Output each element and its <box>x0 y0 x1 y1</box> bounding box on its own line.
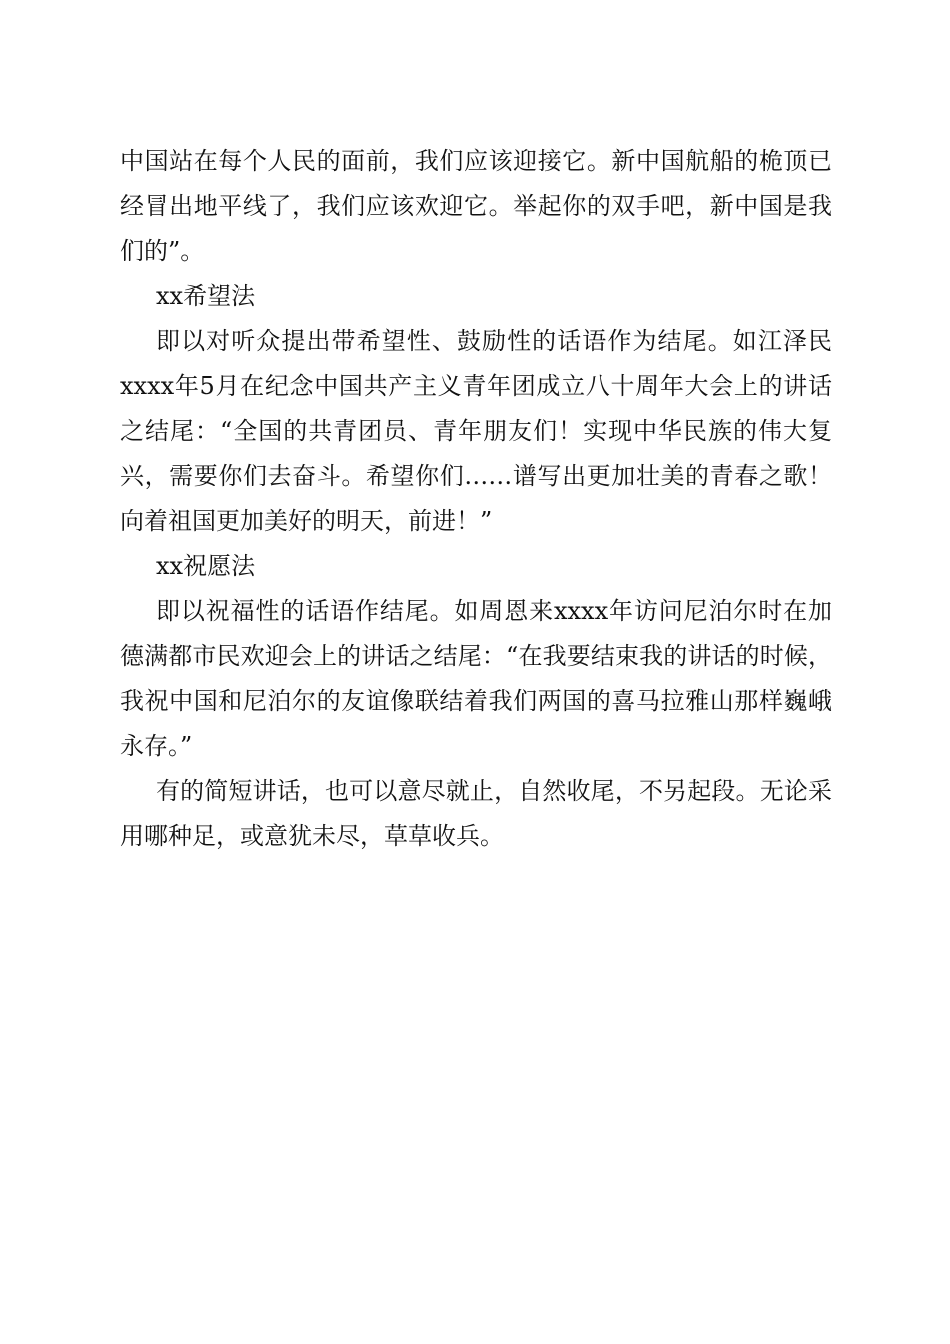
heading-hope-method: xx希望法 <box>156 282 256 310</box>
document-body <box>120 139 832 859</box>
heading-blessing-method: xx祝愿法 <box>156 552 256 580</box>
paragraph-hope-method: 即以对听众提出带希望性、鼓励性的话语作为结尾。如江泽民xxxx年5月在纪念中国共产主义青年团成立八十周年大会上的讲话之结尾：“全国的共青团员、青年朋友们！实现中华民族的伟大复兴，需要你们去奋斗。希望你们……谱写出更加壮美的青春之歌！向着祖国更加美好的明天，前进！” <box>120 327 832 535</box>
paragraph-short-speech: 有的简短讲话，也可以意尽就止，自然收尾，不另起段。无论采用哪种足，或意犹未尽，草草收兵。 <box>120 777 832 850</box>
paragraph-continuation: 中国站在每个人民的面前，我们应该迎接它。新中国航船的桅顶已经冒出地平线了，我们应该欢迎它。举起你的双手吧，新中国是我们的”。 <box>120 147 832 265</box>
paragraph-blessing-method: 即以祝福性的话语作结尾。如周恩来xxxx年访问尼泊尔时在加德满都市民欢迎会上的讲话之结尾：“在我要结束我的讲话的时候，我祝中国和尼泊尔的友谊像联结着我们两国的喜马拉雅山那样巍峨永存。” <box>120 597 832 760</box>
